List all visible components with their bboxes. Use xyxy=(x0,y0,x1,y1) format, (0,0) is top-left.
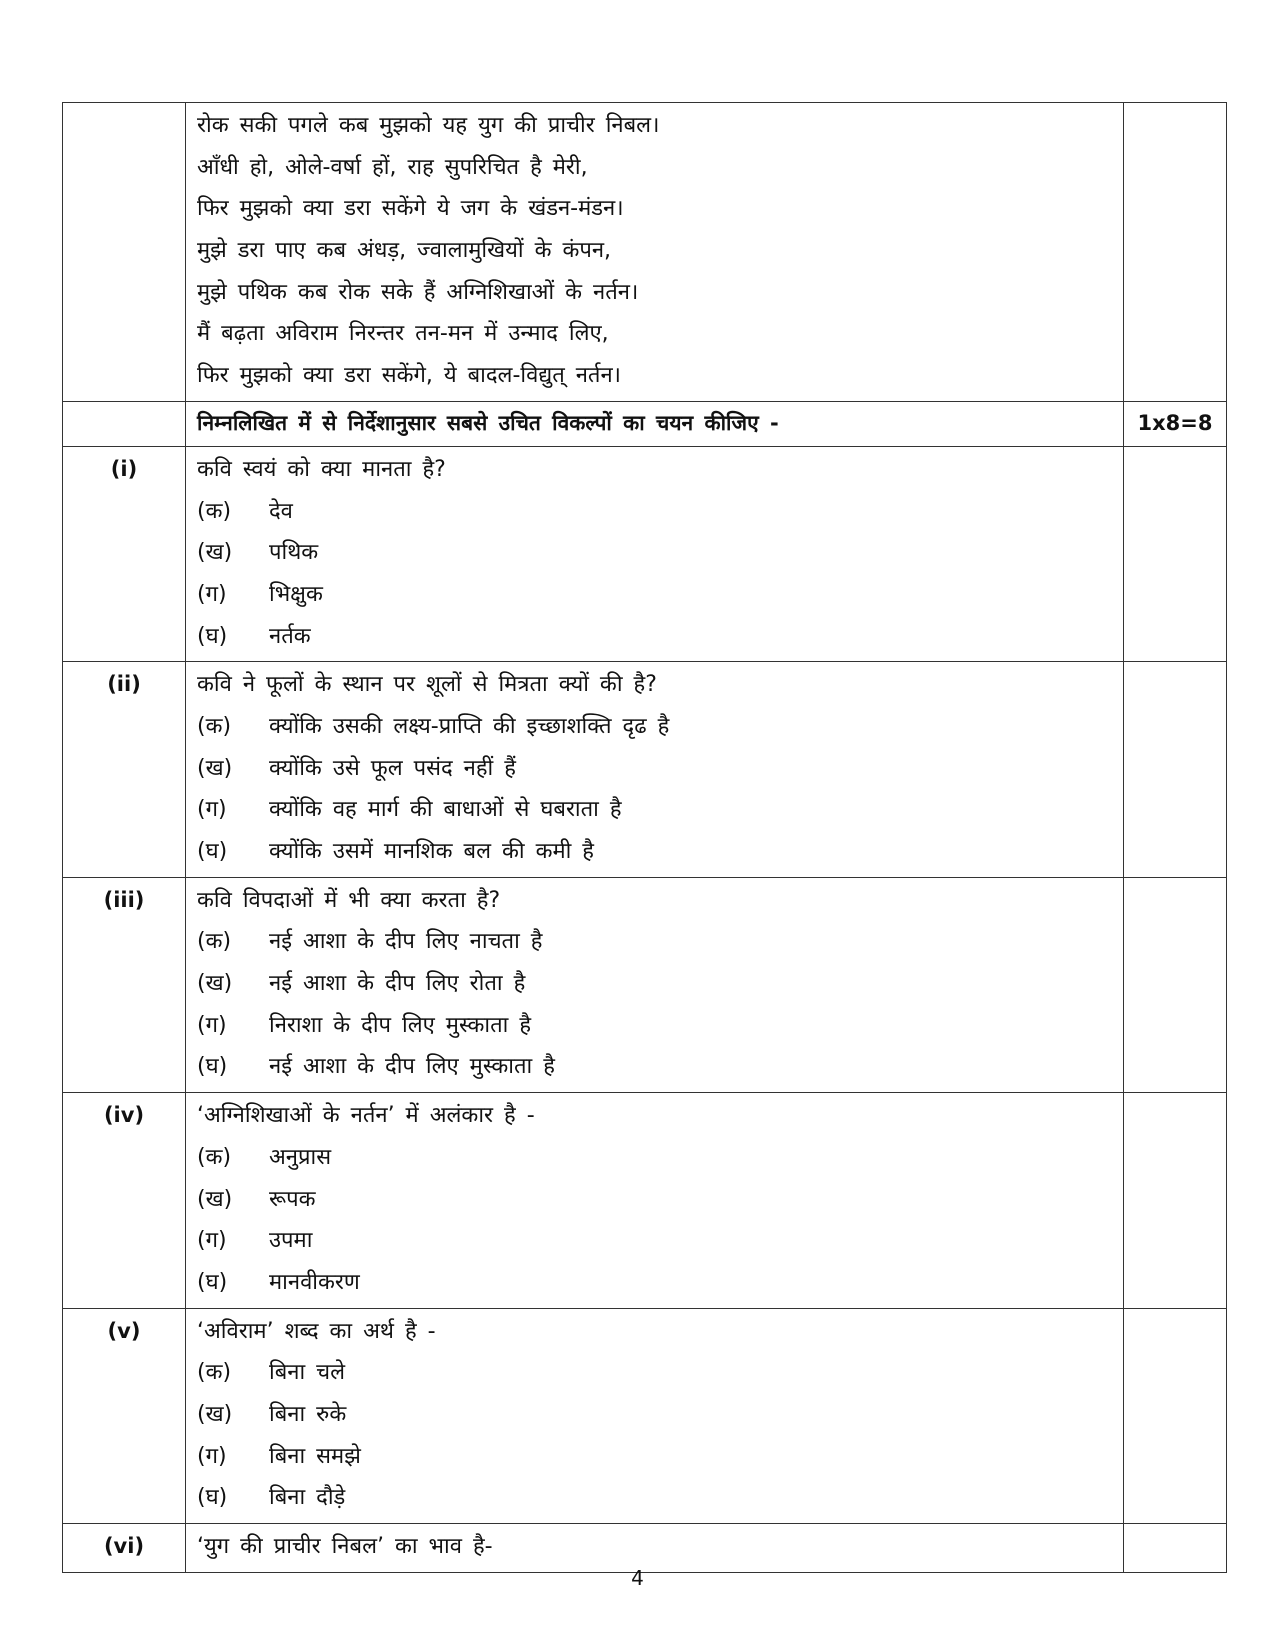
question-marks-cell xyxy=(1124,446,1227,661)
option xyxy=(197,1179,1113,1221)
question-marks-cell xyxy=(1124,662,1227,877)
option-text: निराशा के दीप लिए मुस्काता है xyxy=(269,1012,532,1038)
instruction-number-cell xyxy=(63,401,186,446)
question-row xyxy=(63,1524,1227,1573)
option-text: अनुप्रास xyxy=(269,1144,332,1170)
option-text: देव xyxy=(269,498,293,524)
option-letter: (क) xyxy=(197,713,232,739)
instruction-row xyxy=(63,401,1227,446)
question-marks-cell xyxy=(1124,1093,1227,1308)
question-marks-cell xyxy=(1124,877,1227,1092)
question-number: (ii) xyxy=(63,662,186,877)
option xyxy=(197,831,1113,873)
option-text: क्योंकि उसे फूल पसंद नहीं हैं xyxy=(269,755,516,781)
option-letter: (क) xyxy=(197,498,232,524)
question-text: ‘अविराम’ शब्द का अर्थ है - xyxy=(197,1318,436,1344)
option xyxy=(197,1436,1113,1478)
question-table xyxy=(62,102,1227,1573)
option-letter: (ख) xyxy=(197,1186,233,1212)
option-text: नई आशा के दीप लिए मुस्काता है xyxy=(269,1054,555,1080)
question-number: (vi) xyxy=(63,1524,186,1573)
option-text: बिना रुके xyxy=(269,1401,347,1427)
option xyxy=(197,1046,1113,1088)
option-text: बिना समझे xyxy=(269,1443,361,1469)
option-letter: (ख) xyxy=(197,755,233,781)
poem-cell xyxy=(186,103,1124,402)
option-letter: (घ) xyxy=(197,1269,228,1295)
question-row xyxy=(63,1093,1227,1308)
question-cell xyxy=(186,1308,1124,1523)
option-text: नई आशा के दीप लिए रोता है xyxy=(269,971,526,997)
poem-line: मुझे पथिक कब रोक सके हैं अग्निशिखाओं के नर्तन। xyxy=(197,279,639,305)
poem-marks-cell xyxy=(1124,103,1227,402)
option-text: नर्तक xyxy=(269,623,311,649)
poem-number-cell xyxy=(63,103,186,402)
poem-line: आँधी हो, ओले-वर्षा हों, राह सुपरिचित है मेरी, xyxy=(197,154,588,180)
question-cell xyxy=(186,446,1124,661)
question-number: (v) xyxy=(63,1308,186,1523)
question-cell xyxy=(186,1093,1124,1308)
option xyxy=(197,1477,1113,1519)
option-text: बिना चले xyxy=(269,1360,346,1386)
option-letter: (ग) xyxy=(197,797,227,823)
option-text: क्योंकि उसकी लक्ष्य-प्राप्ति की इच्छाशक्ति दृढ है xyxy=(269,713,670,739)
option xyxy=(197,1220,1113,1262)
poem-line: मैं बढ़ता अविराम निरन्तर तन-मन में उन्माद लिए, xyxy=(197,321,609,347)
question-marks-cell xyxy=(1124,1308,1227,1523)
option-letter: (क) xyxy=(197,929,232,955)
option xyxy=(197,532,1113,574)
question-text: ‘अग्निशिखाओं के नर्तन’ में अलंकार है - xyxy=(197,1103,535,1129)
option-letter: (ग) xyxy=(197,1443,227,1469)
option xyxy=(197,789,1113,831)
option-text: मानवीकरण xyxy=(269,1269,360,1295)
option-letter: (ख) xyxy=(197,971,233,997)
option xyxy=(197,963,1113,1005)
question-text: ‘युग की प्राचीर निबल’ का भाव है- xyxy=(197,1534,493,1559)
option-letter: (क) xyxy=(197,1144,232,1170)
option-text: भिक्षुक xyxy=(269,581,323,607)
option-letter: (क) xyxy=(197,1360,232,1386)
option-text: क्योंकि उसमें मानशिक बल की कमी है xyxy=(269,839,594,864)
option-text: बिना दौड़े xyxy=(269,1485,346,1511)
question-number: (iv) xyxy=(63,1093,186,1308)
option xyxy=(197,1262,1113,1304)
question-cell xyxy=(186,877,1124,1092)
option-text: क्योंकि वह मार्ग की बाधाओं से घबराता है xyxy=(269,797,622,823)
option xyxy=(197,1005,1113,1047)
option-letter: (घ) xyxy=(197,1485,228,1511)
poem-line: फिर मुझको क्या डरा सकेंगे, ये बादल-विद्युत् नर्तन। xyxy=(197,363,622,389)
option-letter: (ग) xyxy=(197,1228,227,1254)
option xyxy=(197,1394,1113,1436)
option-letter: (ख) xyxy=(197,1401,233,1427)
option-letter: (ख) xyxy=(197,540,233,566)
option-text: उपमा xyxy=(269,1228,313,1254)
question-cell xyxy=(186,1524,1124,1573)
question-text: कवि ने फूलों के स्थान पर शूलों से मित्रता क्यों की है? xyxy=(197,672,657,698)
option-text: नई आशा के दीप लिए नाचता है xyxy=(269,929,543,955)
option xyxy=(197,921,1113,963)
option xyxy=(197,574,1113,616)
option xyxy=(197,1352,1113,1394)
poem-row xyxy=(63,103,1227,402)
option-letter: (घ) xyxy=(197,623,228,649)
question-text: कवि विपदाओं में भी क्या करता है? xyxy=(197,887,501,913)
question-number: (iii) xyxy=(63,877,186,1092)
question-row xyxy=(63,662,1227,877)
question-row xyxy=(63,446,1227,661)
question-number: (i) xyxy=(63,446,186,661)
option xyxy=(197,491,1113,533)
instruction-cell xyxy=(186,401,1124,446)
option xyxy=(197,748,1113,790)
option xyxy=(197,616,1113,658)
option-letter: (घ) xyxy=(197,1054,228,1080)
poem-line: फिर मुझको क्या डरा सकेंगे ये जग के खंडन-मंडन। xyxy=(197,196,624,222)
question-text: कवि स्वयं को क्या मानता है? xyxy=(197,456,446,482)
option-text: रूपक xyxy=(269,1186,316,1212)
question-row xyxy=(63,1308,1227,1523)
page-number: 4 xyxy=(631,1566,644,1590)
question-row xyxy=(63,877,1227,1092)
option-letter: (ग) xyxy=(197,1012,227,1038)
instruction-text: निम्नलिखित में से निर्देशानुसार सबसे उचित विकल्पों का चयन कीजिए - xyxy=(197,410,779,435)
poem-line: मुझे डरा पाए कब अंधड़, ज्वालामुखियों के कंपन, xyxy=(197,238,612,264)
question-cell xyxy=(186,662,1124,877)
option-letter: (घ) xyxy=(197,839,228,864)
option xyxy=(197,1137,1113,1179)
option xyxy=(197,706,1113,748)
option-text: पथिक xyxy=(269,540,319,566)
option-letter: (ग) xyxy=(197,581,227,607)
question-marks-cell xyxy=(1124,1524,1227,1573)
instruction-marks: 1x8=8 xyxy=(1124,401,1227,446)
poem-line: रोक सकी पगले कब मुझको यह युग की प्राचीर निबल। xyxy=(197,113,660,138)
